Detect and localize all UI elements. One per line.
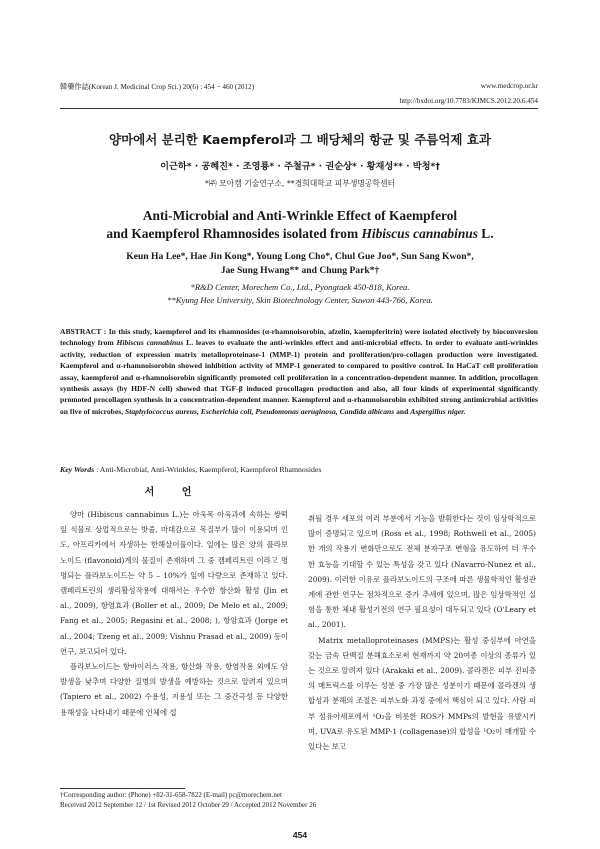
abstract-species: Hibiscus cannabinus (116, 338, 184, 348)
korean-authors: 이근하* · 공혜진* · 조영룡* · 주철규* · 권순상* · 황재성** · 박청*† (160, 161, 440, 172)
journal-reference: 韓藥作誌(Korean J. Medicinal Crop Sci.) 20(6) : 454 − 460 (2012) (60, 83, 255, 91)
english-affiliation (0, 281, 600, 306)
abstract-text-1: In this study, kaempferol and its rhamnosides (α-rhamnoisorobin, afzelin, kaempferitrin) were isolated electively by bioconversion technology from (60, 327, 539, 348)
page-number: 454 (292, 830, 308, 840)
intro-paragraph-1: 양마 (Hibiscus cannabinus L.)는 아욱목 아욱과에 속하는 쌍떡잎 식물로 상업적으로는 밧줄, 마대감으로 목질부가 많이 이용되며 인도, 아프리카에서 자생하는 한해살이풀이다. 일에는 많은 양의 플라보노이드 (flavonoid)계의 물질이 존재하며 그 중 캠페리트린 이라고 명명되는 플라보노이드는 약 5 – 10%가 잎에 다량으로 존재하고 있다. 캠페리트린의 생리활성작용에 대해서는 우수한 항산화 활성 (Jin et al., 2009), 항염효과 (Boller et al., 2009; De Melo et al., 2009; Fang et al., 2005; Regasini et al., 2008; ), 항암효과 (Jorge et al., 2004; Tzeng et al., 2009; Vishnu Prasad et al., 2009) 등이 연구, 보고되어 있다. (60, 510, 288, 656)
intro-paragraph-3: 취될 경우 세포의 여러 부분에서 기능을 발휘한다는 것이 임상학적으로 많이 증명되고 있으며 (Ross et al., 1998; Rothwell et al., 2005) 한 개의 작용기 변화만으로도 전체 분자구조 변형을 유도하여 더 우수한 효능을 기대할 수 있는 특성을 갖고 있다 (Navarro-Nunez et al., 2009). 이러한 이유로 플라보노이드의 구조에 따른 생물학적인 활성관계에 관한 연구는 점차적으로 증가 추세에 있으며, 많은 임상학적인 실험을 통한 체내 활성기전의 연구 필요성이 대두되고 있다 (O'Leary et al., 2001). (308, 514, 536, 630)
left-column (60, 483, 288, 720)
english-authors-line1: Keun Ha Lee*, Hae Jin Kong*, Young Long Cho*, Chul Gue Joo*, Sun Sang Kwon*, (126, 251, 474, 262)
title-part: and Kaempferol Rhamnosides isolated from (106, 226, 362, 241)
abstract-text-3: and (394, 406, 411, 416)
abstract (60, 326, 538, 417)
keywords-text: : Anti-Microbial, Anti-Wrinkles, Kaempferol, Kaempferol Rhamnosides (94, 465, 322, 474)
abstract-label: ABSTRACT : (60, 327, 109, 336)
abstract-microbes: Staphylococcus aureus, Escherichia coli, Pseudomonas aeruginosa, Candida albicans (125, 406, 395, 416)
korean-title: 양마에서 분리한 Kaempferol과 그 배당체의 항균 및 주름억제 효과 (109, 132, 491, 147)
title-species: Hibiscus cannabinus (361, 226, 478, 241)
english-title (0, 207, 600, 243)
journal-website[interactable]: www.medcrop.or.kr (480, 82, 538, 90)
english-title-line2 (0, 225, 600, 243)
abstract-microbe-last: Aspergillus niger. (410, 406, 466, 416)
english-affil-line1: *R&D Center, Morechem Co., Ltd., Pyongtaek 450-818, Korea. (190, 282, 410, 292)
received-dates: Received 2012 September 12 / 1st Revised 2012 October 29 / Accepted 2012 November 26 (60, 801, 317, 809)
keywords (60, 464, 538, 475)
intro-paragraph-2: 플라보노이드는 항바이러스 작용, 항산화 작용, 항염작용 외에도 암 발생을 낮추며 다양한 질병의 발생을 예방하는 것으로 알려져 있으며 (Tapiero et al., 2002) 수용성, 지용성 또는 그 중간극성 등 다양한 용해성을 나타내기 때문에 인체에 섭 (60, 662, 288, 717)
english-authors (0, 250, 600, 278)
english-authors-line2: Jae Sung Hwang** and Chung Park*† (220, 265, 380, 276)
right-column (308, 511, 536, 754)
section-title: 서 언 (144, 487, 204, 498)
abstract-text-2: L. leaves to evaluate the anti-wrinkles effect and anti-microbial effects. In order to evaluate anti-wrinkles activity, reduction of expression matrix metalloproteinase-1 (MMP-1) protein and proliferation/pro-collagen production were investigated. Kaempferol and α-rhamnoisorobin showed inhibition activity of MMP-1 generated to compared to positive control. In HaCaT cell proliferation assay, kaempferol and α-rhamnoisorobin significantly promoted cell proliferation in a concentration-dependent manner. In addition, procollagen synthesis assays (by HDF-N cell) showed that TGF-β induced procollagen production and also, all four kinds of experimental significantly promoted procollagen synthesis in a concentration-dependent manner. Kaempferol and α-rhamnoisorobin exhibited strong antimicrobial activities on five of microbes, (60, 338, 538, 416)
footnote-rule (60, 788, 185, 789)
title-suffix: L. (477, 226, 494, 241)
english-affil-line2: **Kyung Hee University, Skin Biotechnology Center, Suwon 443-766, Korea. (167, 294, 433, 305)
korean-affiliation: *㈜ 모아캠 기술연구소, **경희대학교 피부생명공학센터 (204, 179, 396, 188)
english-title-line1: Anti-Microbial and Anti-Wrinkle Effect of Kaempferol (142, 208, 458, 223)
header-rule (60, 108, 538, 109)
keywords-label: Key Words (60, 465, 95, 474)
corresponding-author: †Corresponding author: (Phone) +82-31-658-7822 (E-mail) pc@morechem.net (60, 791, 282, 799)
doi-link[interactable]: http://bxdoi.org/10.7783/KJMCS.2012.20.6.454 (399, 97, 538, 105)
intro-paragraph-4: Matrix metalloproteinases (MMPS)는 활성 중심부에 아연을 갖는 금속 단백질 분해효소로써 현재까지 약 20여종 이상의 종류가 있는 것으로 알려져 있다 (Arakaki et al., 2009). 콜라겐은 피부 진피층의 매트릭스를 이루는 성분 중 가장 많은 성분이기 때문에 콜라겐의 생합성과 분해의 조절은 피부노화 과정 중에서 핵심이 되고 있다. 사람 피부 섬유아세포에서 ¹O₂을 비롯한 ROS가 MMPs의 발현을 유발시키며, UVA로 유도된 MMP-1 (collagenase)의 합성을 ¹O₂이 매개할 수 있다는 보고 (308, 635, 536, 752)
